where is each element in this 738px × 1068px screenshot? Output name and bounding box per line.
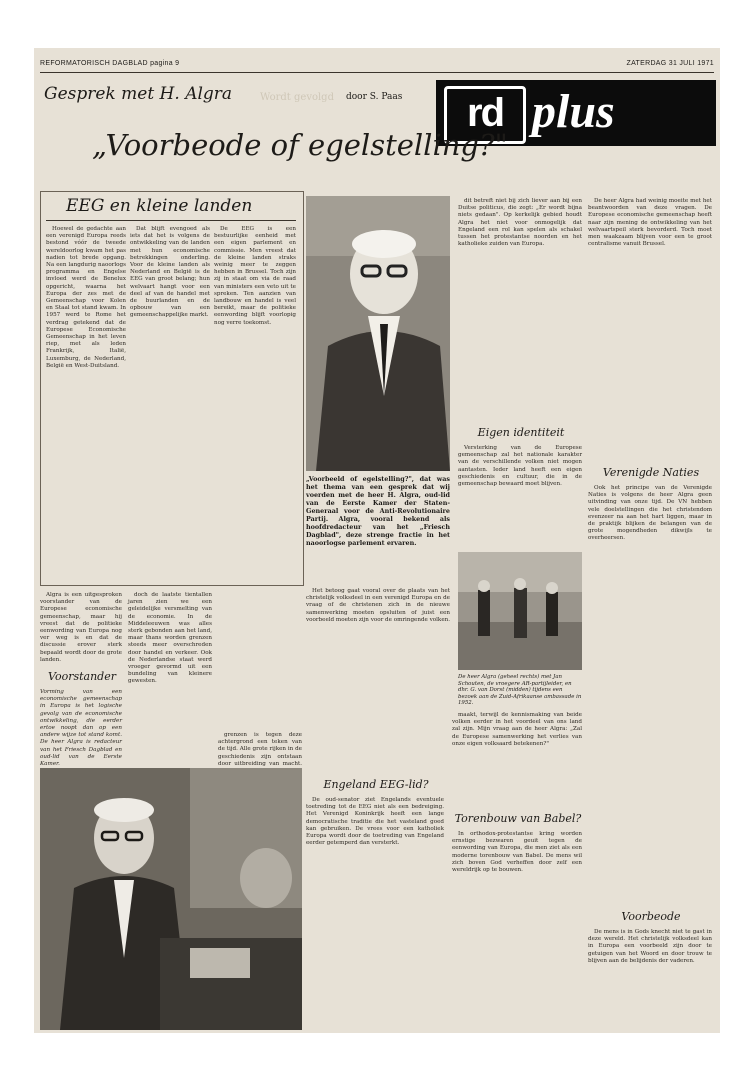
box-title-rule [46, 220, 296, 221]
engeland-column-1: Engeland EEG-lid? De oud-senator ziet Engelands eventuele toetreding tot de EEG niet als een bedreiging. Het Verenigd Koninkrijk heeft een lange democratische traditie die het vasteland goed kan gebruiken. De vrees voor een katholiek Europa wordt door de toetreding van Engeland eerder getemperd dan versterkt. [306, 778, 444, 847]
newspaper-name: REFORMATORISCH DAGBLAD pagina 9 [40, 60, 180, 67]
interview-body: Het betoog gaat vooral over de plaats van het christelijk volksdeel in een verenigd Europa en de vraag of de christenen zich in de nieuwe samenwerking moeten opsluiten of juist een voorbeeld moeten zijn voor de omringende volken. [306, 588, 451, 623]
middle-column-identity: Eigen identiteit Versterking van de Europese gemeenschap zal het nationale karakter van de verschillende volken niet mogen aantasten. Ieder land heeft een eigen geschiedenis en cultuur, die in de gemeenschap bewaard moet blijven. [458, 426, 582, 488]
middle-column-top: dit betreft niet bij zich liever aan bij een Duitse politicus, die zegt: „Er wordt bijna niets gedaan". Op kerkelijk gebied houdt Algra het niet voor onmogelijk dat Engeland een rol kan spelen als schakel tussen het protestantse noorden en het katholieke zuiden van Europa. [458, 198, 582, 248]
lower-column-1: Algra is een uitgesproken voorstander van de Europese economische gemeenschap, maar hij vreest dat de politieke eenwording van Europa nog ver weg is en dat de discussie erover sterk bepaald wordt door de grote landen. Voorstander Vorming van een economische gemeenschap in Europa is het logische gevolg van de economische ontwikkeling, die eerder ertoe noopt dan op een andere wijze tot stand komt. De heer Algra is redacteur van het Friesch Dagblad en oud-lid van de Eerste Kamer. [40, 592, 122, 768]
right-column-vn: Verenigde Naties Ook het principe van de Verenigde Naties is volgens de heer Algra geen uitvinding van onze tijd. De VN hebben vele doelstellingen die het christendom evenzeer na aan het hart liggen, maar in de praktijk blijken de belangen van de grote mogendheden dikwijls te overheersen. [588, 466, 712, 542]
subhead-engeland: Engeland EEG-lid? [323, 778, 429, 791]
desk-photo [40, 768, 302, 1030]
street-photo-caption: De heer Algra (geheel rechts) met Jan Schouten, de vroegere AR-partijleider, en dhr. G. van Dorst (midden) tijdens een bezoek aan de Zuid-Afrikaanse ambassade in 1952. [458, 674, 582, 707]
issue-date: ZATERDAG 31 JULI 1971 [626, 60, 714, 67]
subhead-voorstander: Voorstander [48, 670, 116, 684]
box-column-3: De EEG is een bestuurlijke eenheid met een eigen parlement en commissie. Men vreest dat de kleine landen straks weinig meer te zeggen hebben in Brussel. Toch zijn zij in staat om via de raad van ministers een veto uit te spreken. Ten aanzien van landbouw en handel is veel bereikt, maar de politieke eenwording blijft voorlopig nog verre toekomst. [214, 226, 296, 326]
subhead-verenigde-naties: Verenigde Naties [602, 466, 700, 479]
show-through-text: Wordt gevolgd [260, 92, 334, 103]
street-photo-art [458, 552, 582, 670]
box-title: EEG en kleine landen [66, 196, 253, 216]
page-header [40, 58, 714, 73]
box-column-1: Hoewel de gedachte aan een verenigd Europa reeds bestond vóór de tweede wereldoorlog kwam het pas nadien tot brede opgang. Na een langdurig naoorlogs programma en Engelse invloed werd de Benelux opgericht, waarna het Europa der zes met de Gemeenschap voor Kolen en Staal tot stand kwam. In 1957 werd te Rome het verdrag getekend dat de Europese Economische Gemeenschap in het leven riep, met als leden Frankrijk, Italië, Luxemburg, de Nederland, België en West-Duitsland. [46, 226, 126, 369]
box-column-2: Dat blijft evengoed als iets dat het is volgens de ontwikkeling van de landen met hun economische betrekkingen onderling. Voor de kleine landen als Nederland en België is de EEG van groot belang; hun welvaart hangt voor een deel af van de handel met de buurlanden en de opbouw van een gemeenschappelijke markt. [130, 226, 210, 319]
byline: door S. Paas [346, 92, 403, 102]
logo-rd-mark: rd [444, 86, 526, 144]
lower-column-2: doch de laatste tientallen jaren zien we een geleidelijke versmelting van de economie. In de Middeleeuwen was alles sterk gebonden aan het land, maar thans worden grenzen steeds meer overschreden door handel en verkeer. Ook de Nederlandse staat werd vroeger gevormd uit een bundeling van kleinere gewesten. [128, 592, 212, 685]
headline: „Voorbeode of egelstelling?" [92, 128, 508, 162]
kicker: Gesprek met H. Algra [44, 84, 233, 104]
right-column-voorbeode: Voorbeode De mens is in Gods knecht niet te gast in deze wereld. Het christelijk volksdeel kan in Europa een voorbeeld zijn door te getuigen van het Woord en door trouw te blijven aan de belijdenis der vaderen. [588, 910, 712, 964]
desk-photo-art [40, 768, 302, 1030]
subhead-torenbouw: Torenbouw van Babel? [454, 812, 582, 825]
logo-plus-text: plus [532, 85, 615, 138]
street-photo [458, 552, 582, 670]
newspaper-page [34, 48, 720, 1033]
portrait-photo-art [306, 196, 450, 471]
portrait-photo [306, 196, 450, 471]
subhead-voorbeode: Voorbeode [621, 910, 681, 923]
right-column-top: De heer Algra had weinig moeite met het beantwoorden van deze vragen. De Europese economische gemeenschap heeft naar zijn mening de ontwikkeling van het welvaartspeil sterk bevorderd. Toch moet men waakzaam blijven voor een te groot centralisme vanuit Brussel. [588, 198, 712, 248]
subhead-eigen-identiteit: Eigen identiteit [477, 426, 565, 439]
interview-intro: „Voorbeeld of egelstelling?", dat was het thema van een gesprek dat wij voerden met de heer H. Algra, oud-lid van de Eerste Kamer der Staten-Generaal voor de Anti-Revolutionaire Partij. Algra, vooral bekend als hoofdredacteur van het „Friesch Dagblad", deze strenge fractie in het naoorlogse parlement ervaren. [306, 475, 450, 547]
engeland-column-2: maakt, terwijl de kennismaking van beide volken eerder in het voordeel van ons land zal zijn. Mijn vraag aan de heer Algra: „Zal de Europese samenwerking het verlies van onze eigen volksaard betekenen?" [452, 712, 582, 747]
lower-column-3: grenzen is tegen deze achtergrond een teken van de tijd. Alle grote rijken in de geschiedenis zijn ontstaan door uitbreiding van macht. [218, 732, 302, 767]
torenbouw-column: Torenbouw van Babel? In orthodox-protestantse kring worden ernstige bezwaren geuit tegen de eenwording van Europa, die men ziet als een moderne torenbouw van Babel. De mens wil zich boven God verheffen door zelf een wereldrijk op te bouwen. [452, 812, 582, 874]
